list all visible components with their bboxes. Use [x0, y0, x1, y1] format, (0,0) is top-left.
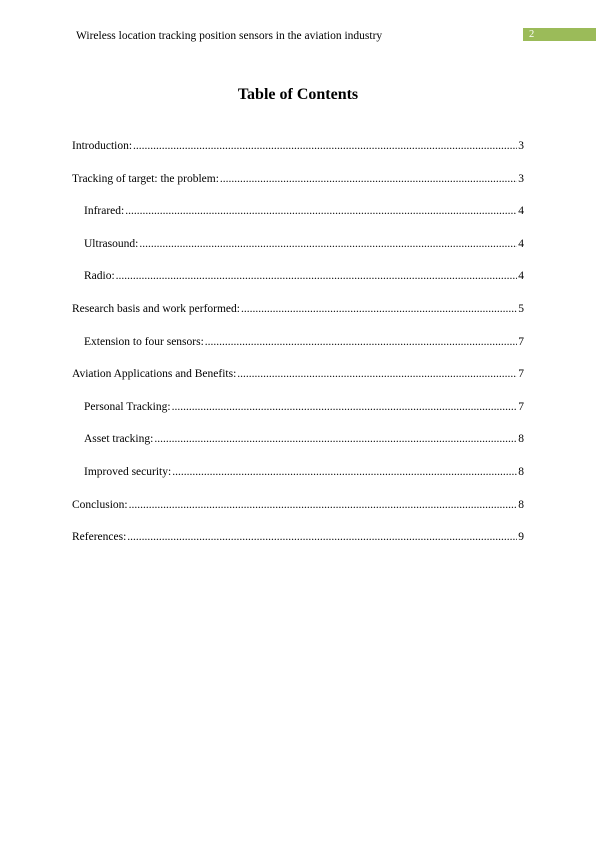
toc-entry-text: Conclusion: — [72, 498, 128, 511]
toc-entry-page: 4 — [518, 237, 524, 250]
toc-entry-page: 3 — [518, 172, 524, 185]
toc-entry-page: 8 — [518, 498, 524, 511]
toc-entry-page: 3 — [518, 140, 524, 152]
toc-entry-text: Aviation Applications and Benefits: — [72, 368, 237, 381]
toc-entry-text: Research basis and work performed: — [72, 302, 240, 315]
toc-entry-tracking-of-target[interactable] — [72, 171, 524, 204]
toc-entry-infrared[interactable] — [72, 203, 524, 236]
toc-entry-text: Personal Tracking: — [84, 400, 171, 413]
toc-dot-leader — [133, 138, 517, 154]
toc-entry-text: Introduction: — [72, 140, 133, 152]
toc-entry-text: Ultrasound: — [84, 237, 139, 250]
toc-entry-text: Tracking of target: the problem: — [72, 172, 219, 185]
toc-entry-text: Asset tracking: — [84, 433, 154, 446]
toc-entry-text: Extension to four sensors: — [84, 335, 204, 348]
toc-dot-leader — [129, 497, 518, 513]
toc-entry-page: 4 — [518, 270, 524, 283]
page-number: 2 — [529, 29, 535, 40]
toc-entry-page: 9 — [518, 531, 524, 544]
page-number-badge — [523, 28, 596, 41]
toc-entry-references[interactable] — [72, 529, 524, 562]
toc-dot-leader — [139, 236, 517, 252]
toc-entry-radio[interactable] — [72, 268, 524, 301]
toc-dot-leader — [205, 334, 517, 350]
toc-entry-text: References: — [72, 531, 127, 544]
toc-entry-improved-security[interactable] — [72, 464, 524, 497]
toc-dot-leader — [220, 171, 517, 187]
toc-entry-asset-tracking[interactable] — [72, 431, 524, 464]
toc-entry-page: 8 — [518, 465, 524, 478]
toc-dot-leader — [241, 301, 517, 317]
toc-dot-leader — [172, 399, 518, 415]
toc-entry-text: Improved security: — [84, 465, 172, 478]
toc-entry-page: 5 — [518, 302, 524, 315]
toc-entry-page: 7 — [518, 368, 524, 381]
toc-entry-introduction[interactable] — [72, 138, 524, 171]
toc-entry-conclusion[interactable] — [72, 497, 524, 530]
toc-entry-text: Radio: — [84, 270, 115, 283]
toc-entry-extension-four-sensors[interactable] — [72, 334, 524, 367]
toc-entry-page: 7 — [518, 400, 524, 413]
toc-list — [72, 138, 524, 562]
toc-entry-personal-tracking[interactable] — [72, 399, 524, 432]
toc-entry-ultrasound[interactable] — [72, 236, 524, 269]
toc-entry-text: Infrared: — [84, 205, 125, 218]
toc-dot-leader — [172, 464, 517, 480]
toc-dot-leader — [125, 203, 517, 219]
toc-heading: Table of Contents — [237, 86, 359, 103]
toc-entry-page: 7 — [518, 335, 524, 348]
toc-entry-page: 4 — [518, 205, 524, 218]
toc-entry-page: 8 — [518, 433, 524, 446]
running-header-title: Wireless location tracking position sensors in the aviation industry — [76, 30, 383, 42]
toc-dot-leader — [127, 529, 517, 545]
toc-dot-leader — [237, 366, 517, 382]
toc-dot-leader — [116, 268, 518, 284]
toc-dot-leader — [154, 431, 517, 447]
toc-entry-research-basis[interactable] — [72, 301, 524, 334]
toc-entry-aviation-applications[interactable] — [72, 366, 524, 399]
